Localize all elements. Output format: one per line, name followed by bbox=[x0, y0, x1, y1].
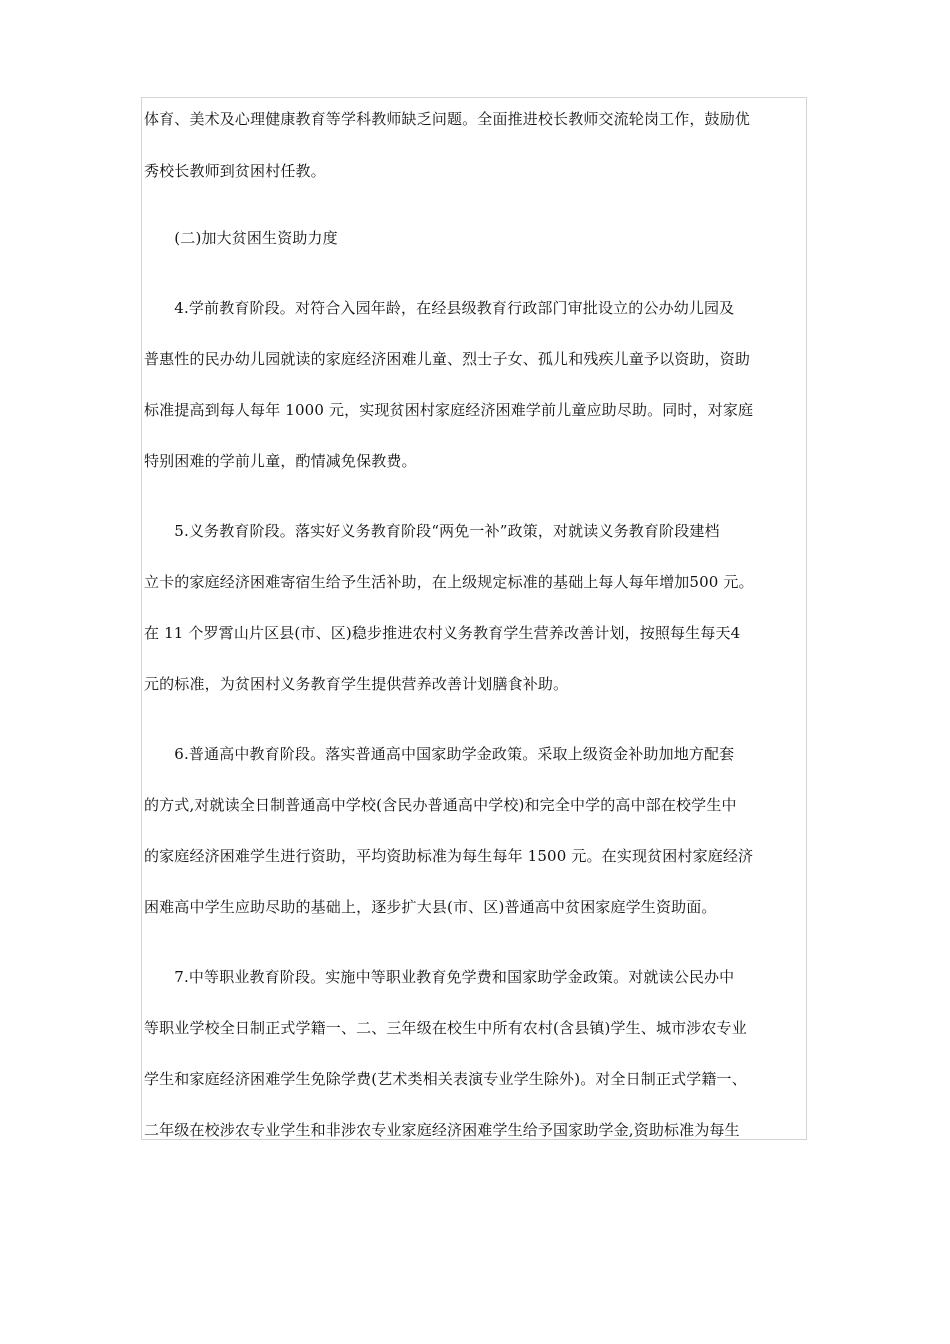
text-line: 7.中等职业教育阶段。实施中等职业教育免学费和国家助学金政策。对就读公民办中 bbox=[144, 968, 735, 986]
text-line: 秀校长教师到贫困村任教。 bbox=[144, 162, 326, 180]
text-line: 的家庭经济困难学生进行资助，平均资助标准为每生每年 1500 元。在实现贫困村家庭经济 bbox=[144, 847, 754, 865]
text-line: 在 11 个罗霄山片区县(市、区)稳步推进农村义务教育学生营养改善计划，按照每生每天4 bbox=[144, 624, 741, 642]
text-line: 标准提高到每人每年 1000 元，实现贫困村家庭经济困难学前儿童应助尽助。同时，对家庭 bbox=[144, 401, 754, 419]
text-line: 4.学前教育阶段。对符合入园年龄，在经县级教育行政部门审批设立的公办幼儿园及 bbox=[144, 299, 735, 317]
paragraph-item-7 bbox=[144, 964, 808, 1143]
text-line: 二年级在校涉农专业学生和非涉农专业家庭经济困难学生给予国家助学金,资助标准为每生 bbox=[144, 1121, 740, 1139]
section-heading bbox=[144, 225, 808, 251]
text-line: 普惠性的民办幼儿园就读的家庭经济困难儿童、烈士子女、孤儿和残疾儿童予以资助，资助 bbox=[144, 350, 751, 368]
text-line: 学生和家庭经济困难学生免除学费(艺术类相关表演专业学生除外)。对全日制正式学籍一、 bbox=[144, 1070, 747, 1088]
paragraph-item-6 bbox=[144, 741, 808, 920]
paragraph-item-4 bbox=[144, 295, 808, 474]
text-line: 特别困难的学前儿童，酌情减免保教费。 bbox=[144, 452, 417, 470]
text-line: 立卡的家庭经济困难寄宿生给予生活补助，在上级规定标准的基础上每人每年增加500 元。 bbox=[144, 573, 754, 591]
text-line: 元的标准，为贫困村义务教育学生提供营养改善计划膳食补助。 bbox=[144, 675, 569, 693]
paragraph-continuation bbox=[144, 106, 808, 184]
text-line: 5.义务教育阶段。落实好义务教育阶段“两免一补”政策，对就读义务教育阶段建档 bbox=[144, 522, 720, 540]
text-line: 的方式,对就读全日制普通高中学校(含民办普通高中学校)和完全中学的高中部在校学生中 bbox=[144, 796, 737, 814]
text-line: 困难高中学生应助尽助的基础上，逐步扩大县(市、区)普通高中贫困家庭学生资助面。 bbox=[144, 898, 717, 916]
heading-text: (二)加大贫困生资助力度 bbox=[144, 229, 338, 247]
document-body bbox=[144, 98, 808, 1143]
text-line: 体育、美术及心理健康教育等学科教师缺乏问题。全面推进校长教师交流轮岗工作，鼓励优 bbox=[144, 110, 751, 128]
paragraph-item-5 bbox=[144, 518, 808, 697]
text-line: 6.普通高中教育阶段。落实普通高中国家助学金政策。采取上级资金补助加地方配套 bbox=[144, 745, 735, 763]
text-line: 等职业学校全日制正式学籍一、二、三年级在校生中所有农村(含县镇)学生、城市涉农专业 bbox=[144, 1019, 747, 1037]
